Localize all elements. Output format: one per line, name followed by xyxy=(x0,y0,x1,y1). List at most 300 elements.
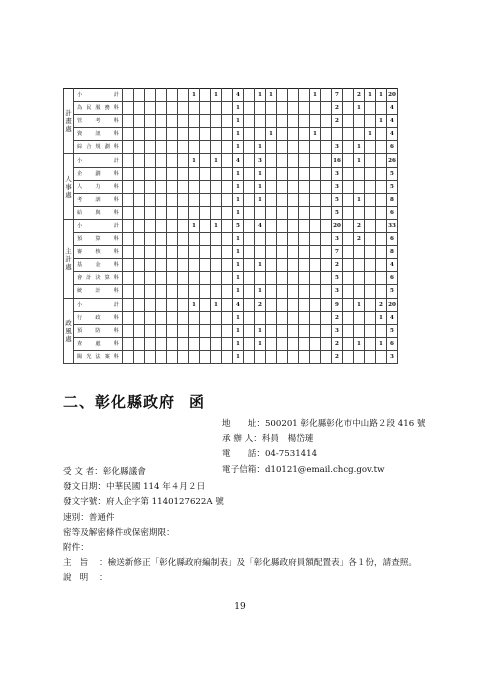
value-cell xyxy=(343,298,354,311)
table-row xyxy=(64,272,398,285)
value-cell xyxy=(134,337,145,350)
value-cell xyxy=(200,128,211,141)
staffing-table xyxy=(63,88,398,364)
value-cell: 5 xyxy=(387,180,398,193)
value-cell: 1 xyxy=(233,272,244,285)
value-cell: 1 xyxy=(376,311,387,324)
value-cell xyxy=(222,102,233,115)
value-cell xyxy=(255,311,266,324)
value-cell: 4 xyxy=(387,128,398,141)
value-cell xyxy=(211,246,222,259)
value-cell xyxy=(211,285,222,298)
value-cell: 6 xyxy=(387,337,398,350)
subject-block xyxy=(63,556,417,586)
value-cell xyxy=(299,311,310,324)
value-cell: 2 xyxy=(255,298,266,311)
value-cell xyxy=(178,89,189,102)
value-cell xyxy=(266,272,277,285)
value-cell xyxy=(244,115,255,128)
value-cell xyxy=(189,259,200,272)
subject-text: ：檢送新修正「彰化縣政府編制表」及「彰化縣政府員額配置表」各１份，請查照。 xyxy=(99,558,417,568)
value-cell xyxy=(156,246,167,259)
value-cell xyxy=(167,180,178,193)
value-cell xyxy=(277,167,288,180)
value-cell: 1 xyxy=(233,206,244,219)
value-cell xyxy=(288,115,299,128)
value-cell: 1 xyxy=(189,298,200,311)
value-cell xyxy=(123,285,134,298)
value-cell xyxy=(222,259,233,272)
value-cell xyxy=(299,259,310,272)
value-cell xyxy=(299,115,310,128)
value-cell: 8 xyxy=(387,246,398,259)
value-cell xyxy=(211,115,222,128)
value-cell xyxy=(244,285,255,298)
value-cell xyxy=(244,233,255,246)
value-cell: 1 xyxy=(233,311,244,324)
value-cell xyxy=(178,219,189,232)
section-cell: 行 政 科 xyxy=(74,311,123,324)
value-cell xyxy=(376,154,387,167)
value-cell xyxy=(145,298,156,311)
value-cell xyxy=(189,167,200,180)
value-cell xyxy=(365,298,376,311)
value-cell xyxy=(211,272,222,285)
value-cell xyxy=(134,128,145,141)
value-cell: 1 xyxy=(354,337,365,350)
value-cell: 1 xyxy=(233,350,244,363)
value-cell xyxy=(354,324,365,337)
value-cell: 2 xyxy=(354,219,365,232)
value-cell xyxy=(145,233,156,246)
value-cell xyxy=(343,285,354,298)
explanation-text: ： xyxy=(99,573,108,584)
value-cell xyxy=(288,246,299,259)
sender-contact: 承 辦 人：科員 楊岱璉 xyxy=(222,434,314,445)
value-cell xyxy=(211,350,222,363)
value-cell xyxy=(354,259,365,272)
value-cell xyxy=(200,154,211,167)
recipient: 受 文 者：彰化縣議會 xyxy=(63,467,146,477)
value-cell xyxy=(134,298,145,311)
value-cell xyxy=(299,272,310,285)
value-cell xyxy=(376,102,387,115)
value-cell xyxy=(134,206,145,219)
value-cell xyxy=(321,350,332,363)
table-row xyxy=(64,167,398,180)
value-cell xyxy=(178,128,189,141)
value-cell: 1 xyxy=(376,115,387,128)
value-cell xyxy=(222,128,233,141)
value-cell xyxy=(365,324,376,337)
value-cell xyxy=(222,141,233,154)
value-cell xyxy=(310,285,321,298)
table-row xyxy=(64,89,398,102)
value-cell xyxy=(145,206,156,219)
value-cell xyxy=(288,206,299,219)
table-row xyxy=(64,285,398,298)
value-cell xyxy=(222,180,233,193)
value-cell xyxy=(200,102,211,115)
value-cell xyxy=(123,272,134,285)
value-cell xyxy=(288,311,299,324)
value-cell xyxy=(277,337,288,350)
value-cell xyxy=(288,219,299,232)
value-cell xyxy=(288,193,299,206)
value-cell xyxy=(365,102,376,115)
value-cell xyxy=(343,89,354,102)
value-cell xyxy=(255,128,266,141)
value-cell xyxy=(376,167,387,180)
value-cell xyxy=(211,259,222,272)
value-cell xyxy=(123,350,134,363)
value-cell xyxy=(134,219,145,232)
value-cell xyxy=(310,167,321,180)
value-cell xyxy=(321,154,332,167)
value-cell: 7 xyxy=(332,246,343,259)
value-cell xyxy=(310,298,321,311)
value-cell xyxy=(222,219,233,232)
value-cell xyxy=(167,154,178,167)
value-cell: 1 xyxy=(211,219,222,232)
value-cell xyxy=(277,89,288,102)
value-cell: 20 xyxy=(387,89,398,102)
value-cell xyxy=(222,298,233,311)
value-cell: 1 xyxy=(211,89,222,102)
value-cell: 6 xyxy=(387,141,398,154)
value-cell: 2 xyxy=(354,233,365,246)
value-cell xyxy=(365,350,376,363)
value-cell xyxy=(222,246,233,259)
value-cell xyxy=(178,206,189,219)
value-cell xyxy=(123,154,134,167)
value-cell xyxy=(178,193,189,206)
value-cell: 1 xyxy=(354,154,365,167)
value-cell xyxy=(376,180,387,193)
value-cell: 1 xyxy=(310,89,321,102)
value-cell xyxy=(156,89,167,102)
explanation-label: 說明 xyxy=(63,573,97,584)
value-cell xyxy=(277,180,288,193)
value-cell: 8 xyxy=(387,193,398,206)
value-cell xyxy=(321,89,332,102)
value-cell xyxy=(376,128,387,141)
value-cell xyxy=(376,350,387,363)
section-cell: 綜合規劃科 xyxy=(74,141,123,154)
value-cell: 2 xyxy=(332,115,343,128)
value-cell xyxy=(200,89,211,102)
value-cell xyxy=(310,337,321,350)
value-cell xyxy=(266,285,277,298)
value-cell xyxy=(156,141,167,154)
value-cell xyxy=(244,324,255,337)
value-cell xyxy=(354,115,365,128)
value-cell xyxy=(134,180,145,193)
value-cell xyxy=(222,233,233,246)
value-cell xyxy=(266,154,277,167)
value-cell: 1 xyxy=(255,337,266,350)
value-cell: 5 xyxy=(387,167,398,180)
value-cell xyxy=(376,233,387,246)
value-cell: 1 xyxy=(255,285,266,298)
value-cell xyxy=(222,206,233,219)
value-cell xyxy=(134,154,145,167)
value-cell xyxy=(321,285,332,298)
value-cell xyxy=(156,233,167,246)
issue-date: 發文日期：中華民國 114 年４月２日 xyxy=(63,482,206,493)
value-cell xyxy=(321,141,332,154)
value-cell xyxy=(277,259,288,272)
value-cell xyxy=(134,350,145,363)
dept-cell: 主計處 xyxy=(64,219,74,298)
value-cell xyxy=(222,285,233,298)
value-cell xyxy=(376,141,387,154)
value-cell xyxy=(321,272,332,285)
value-cell xyxy=(123,167,134,180)
value-cell xyxy=(321,311,332,324)
value-cell xyxy=(123,128,134,141)
value-cell: 1 xyxy=(376,89,387,102)
table-row xyxy=(64,311,398,324)
value-cell xyxy=(244,89,255,102)
value-cell xyxy=(310,102,321,115)
value-cell xyxy=(299,324,310,337)
value-cell: 1 xyxy=(365,89,376,102)
value-cell xyxy=(189,311,200,324)
value-cell xyxy=(178,246,189,259)
value-cell: 3 xyxy=(332,285,343,298)
value-cell: 4 xyxy=(387,115,398,128)
value-cell xyxy=(343,350,354,363)
value-cell xyxy=(145,167,156,180)
value-cell xyxy=(277,154,288,167)
value-cell xyxy=(266,350,277,363)
value-cell xyxy=(321,128,332,141)
section-title: 二、彰化縣政府 xyxy=(63,393,176,411)
value-cell xyxy=(200,219,211,232)
section-cell: 給 與 科 xyxy=(74,206,123,219)
value-cell xyxy=(310,193,321,206)
value-cell: 1 xyxy=(255,180,266,193)
value-cell xyxy=(365,141,376,154)
value-cell: 1 xyxy=(189,89,200,102)
value-cell xyxy=(178,233,189,246)
value-cell: 3 xyxy=(387,350,398,363)
value-cell xyxy=(156,337,167,350)
value-cell xyxy=(178,167,189,180)
value-cell xyxy=(365,233,376,246)
value-cell xyxy=(365,246,376,259)
value-cell xyxy=(156,350,167,363)
value-cell xyxy=(310,233,321,246)
value-cell: 1 xyxy=(376,337,387,350)
value-cell: 4 xyxy=(387,102,398,115)
value-cell: 1 xyxy=(255,259,266,272)
value-cell: 9 xyxy=(332,298,343,311)
value-cell xyxy=(343,167,354,180)
value-cell xyxy=(145,102,156,115)
value-cell xyxy=(288,259,299,272)
value-cell xyxy=(244,128,255,141)
section-cell: 陽光法案科 xyxy=(74,350,123,363)
value-cell xyxy=(178,272,189,285)
value-cell xyxy=(189,115,200,128)
value-cell xyxy=(189,246,200,259)
value-cell xyxy=(156,180,167,193)
value-cell: 4 xyxy=(233,154,244,167)
value-cell: 1 xyxy=(310,128,321,141)
value-cell xyxy=(244,298,255,311)
value-cell xyxy=(266,233,277,246)
value-cell xyxy=(123,180,134,193)
value-cell xyxy=(123,89,134,102)
value-cell xyxy=(299,285,310,298)
value-cell: 4 xyxy=(255,219,266,232)
section-cell: 基 金 科 xyxy=(74,259,123,272)
value-cell: 7 xyxy=(332,89,343,102)
value-cell xyxy=(376,272,387,285)
value-cell xyxy=(145,272,156,285)
value-cell: 3 xyxy=(255,154,266,167)
value-cell: 2 xyxy=(332,102,343,115)
value-cell xyxy=(376,219,387,232)
value-cell xyxy=(310,115,321,128)
value-cell xyxy=(200,311,211,324)
value-cell: 3 xyxy=(332,233,343,246)
value-cell: 1 xyxy=(354,298,365,311)
value-cell xyxy=(365,193,376,206)
sender-block xyxy=(222,417,426,478)
value-cell xyxy=(365,180,376,193)
value-cell xyxy=(321,259,332,272)
value-cell xyxy=(145,154,156,167)
value-cell xyxy=(167,285,178,298)
value-cell xyxy=(123,233,134,246)
value-cell xyxy=(156,272,167,285)
value-cell xyxy=(277,102,288,115)
value-cell xyxy=(288,337,299,350)
value-cell xyxy=(189,180,200,193)
value-cell xyxy=(156,324,167,337)
value-cell xyxy=(310,350,321,363)
value-cell xyxy=(200,167,211,180)
value-cell xyxy=(134,246,145,259)
value-cell xyxy=(299,180,310,193)
value-cell xyxy=(211,206,222,219)
issue-number: 發文字號：府人企字第 1140127622A 號 xyxy=(63,497,224,508)
value-cell xyxy=(321,180,332,193)
value-cell xyxy=(134,167,145,180)
value-cell xyxy=(255,102,266,115)
subject-label: 主旨 xyxy=(63,558,97,568)
value-cell xyxy=(167,206,178,219)
value-cell xyxy=(277,272,288,285)
value-cell xyxy=(277,246,288,259)
value-cell xyxy=(255,233,266,246)
table-row xyxy=(64,180,398,193)
value-cell xyxy=(376,324,387,337)
value-cell xyxy=(288,285,299,298)
value-cell xyxy=(178,180,189,193)
value-cell: 1 xyxy=(233,337,244,350)
value-cell xyxy=(310,272,321,285)
value-cell xyxy=(145,128,156,141)
value-cell xyxy=(376,206,387,219)
value-cell xyxy=(134,102,145,115)
value-cell xyxy=(222,324,233,337)
dept-cell: 政風處 xyxy=(64,298,74,363)
section-cell: 管 考 科 xyxy=(74,115,123,128)
value-cell xyxy=(178,141,189,154)
value-cell xyxy=(167,141,178,154)
value-cell xyxy=(189,350,200,363)
value-cell xyxy=(189,324,200,337)
value-cell: 1 xyxy=(365,128,376,141)
value-cell xyxy=(211,337,222,350)
value-cell xyxy=(288,233,299,246)
value-cell xyxy=(167,102,178,115)
value-cell xyxy=(299,233,310,246)
value-cell xyxy=(376,193,387,206)
value-cell xyxy=(145,115,156,128)
section-cell: 小 計 xyxy=(74,154,123,167)
value-cell xyxy=(354,167,365,180)
section-cell: 小 計 xyxy=(74,298,123,311)
value-cell xyxy=(266,311,277,324)
value-cell xyxy=(200,337,211,350)
value-cell: 1 xyxy=(233,285,244,298)
value-cell xyxy=(244,219,255,232)
section-cell: 會計決算科 xyxy=(74,272,123,285)
explanation-line xyxy=(63,571,417,586)
value-cell xyxy=(310,180,321,193)
value-cell xyxy=(123,259,134,272)
value-cell: 1 xyxy=(189,154,200,167)
value-cell xyxy=(222,193,233,206)
value-cell xyxy=(310,141,321,154)
table-row xyxy=(64,246,398,259)
value-cell: 3 xyxy=(332,324,343,337)
value-cell xyxy=(156,285,167,298)
value-cell xyxy=(321,115,332,128)
value-cell xyxy=(354,285,365,298)
value-cell: 1 xyxy=(233,193,244,206)
value-cell xyxy=(321,167,332,180)
value-cell xyxy=(321,298,332,311)
value-cell: 2 xyxy=(332,350,343,363)
value-cell xyxy=(266,219,277,232)
value-cell xyxy=(222,311,233,324)
value-cell xyxy=(343,154,354,167)
value-cell xyxy=(189,102,200,115)
value-cell: 1 xyxy=(233,324,244,337)
value-cell xyxy=(178,102,189,115)
value-cell xyxy=(365,167,376,180)
value-cell xyxy=(343,128,354,141)
value-cell xyxy=(310,219,321,232)
value-cell xyxy=(288,298,299,311)
value-cell xyxy=(354,311,365,324)
value-cell xyxy=(277,219,288,232)
value-cell xyxy=(343,219,354,232)
value-cell xyxy=(145,89,156,102)
value-cell xyxy=(354,272,365,285)
value-cell xyxy=(167,272,178,285)
value-cell xyxy=(134,285,145,298)
value-cell xyxy=(167,219,178,232)
value-cell xyxy=(189,272,200,285)
value-cell: 2 xyxy=(354,89,365,102)
